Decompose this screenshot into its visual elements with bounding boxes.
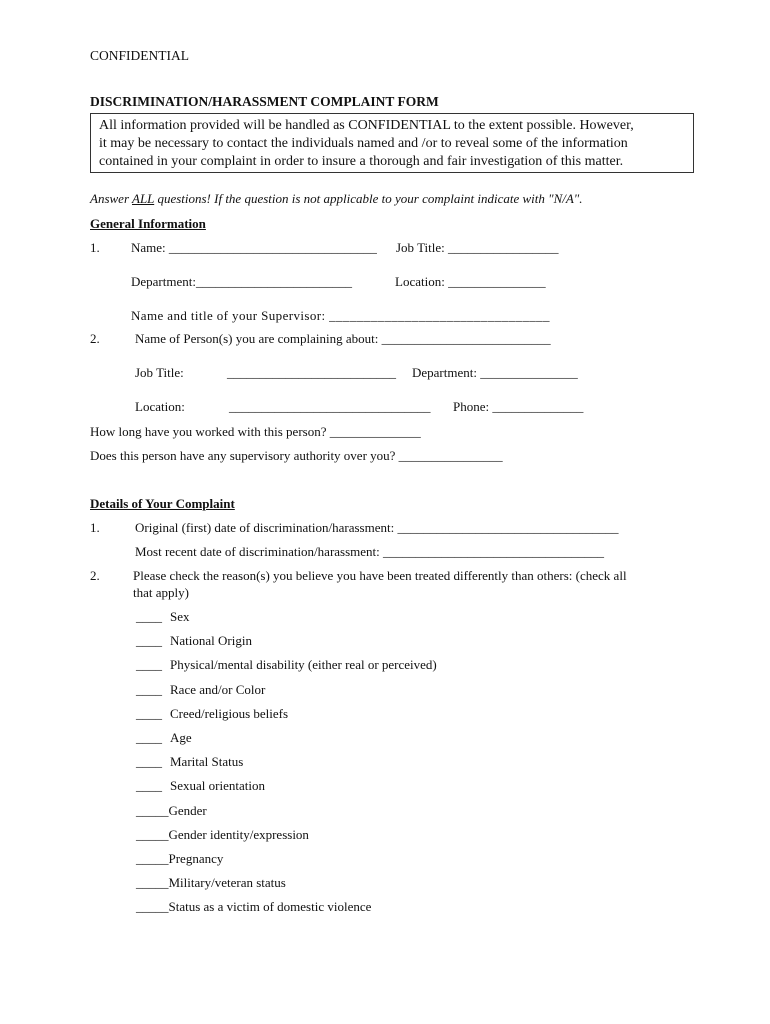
reason-label: Military/veteran status — [168, 875, 286, 890]
notice-line: All information provided will be handled as CONFIDENTIAL to the extent possible. However, — [99, 118, 634, 133]
reason-label: Creed/religious beliefs — [170, 706, 289, 721]
reason-checkbox-blank[interactable]: ____ — [136, 730, 162, 745]
reason-checkbox-blank[interactable]: ____ — [136, 706, 162, 721]
reason-checkbox-blank[interactable]: ____ — [136, 682, 162, 697]
reason-option[interactable] — [136, 730, 192, 746]
reason-checkbox-blank[interactable]: ____ — [136, 778, 162, 793]
reason-label: Age — [170, 730, 192, 745]
reason-checkbox-blank[interactable]: ____ — [136, 633, 162, 648]
reason-checkbox-blank[interactable]: ____ — [136, 609, 162, 624]
person-location-field[interactable]: _______________________________ — [229, 399, 431, 414]
first-date-field[interactable]: Original (first) date of discrimination/harassment: __________________________________ — [135, 520, 619, 535]
reason-option[interactable] — [136, 682, 265, 698]
question-number: 1. — [90, 520, 100, 535]
location-field[interactable]: Location: _______________ — [395, 274, 546, 289]
instruction-prefix: Answer — [90, 191, 133, 206]
reason-option[interactable] — [136, 657, 437, 673]
recent-date-field[interactable]: Most recent date of discrimination/harassment: __________________________________ — [135, 544, 605, 559]
notice-line: it may be necessary to contact the individuals named and /or to reveal some of the information — [99, 136, 628, 151]
department-field[interactable]: Department:________________________ — [131, 274, 352, 289]
reason-label: Gender identity/expression — [168, 827, 309, 842]
reason-label: Physical/mental disability (either real or perceived) — [170, 657, 437, 672]
reason-checkbox-blank[interactable]: _____ — [136, 851, 169, 866]
reason-option[interactable] — [136, 827, 309, 843]
reason-label: Sexual orientation — [170, 778, 265, 793]
reason-option[interactable] — [136, 803, 207, 819]
confidential-header: CONFIDENTIAL — [90, 48, 189, 63]
person-location-label: Location: — [135, 399, 185, 414]
instruction-text — [90, 191, 583, 207]
complained-person-field[interactable]: Name of Person(s) you are complaining about: __________________________ — [135, 331, 551, 346]
reason-option[interactable] — [136, 609, 190, 625]
complaint-details-heading: Details of Your Complaint — [90, 496, 235, 511]
reason-checkbox-blank[interactable]: _____ — [136, 803, 169, 818]
instruction-suffix: questions! If the question is not applicable to your complaint indicate with "N/A". — [154, 191, 583, 206]
question-number: 2. — [90, 568, 100, 583]
reason-option[interactable] — [136, 778, 265, 794]
confidentiality-notice-box — [90, 113, 694, 173]
reason-label: Sex — [170, 609, 190, 624]
person-job-title-label: Job Title: — [135, 365, 184, 380]
name-field[interactable]: Name: ________________________________ — [131, 240, 377, 255]
reason-checkbox-blank[interactable]: _____ — [136, 899, 169, 914]
person-phone-field[interactable]: Phone: ______________ — [453, 399, 584, 414]
notice-line: contained in your complaint in order to insure a thorough and fair investigation of this matter. — [99, 154, 624, 169]
reason-option[interactable] — [136, 754, 243, 770]
reason-checkbox-blank[interactable]: _____ — [136, 875, 169, 890]
reasons-question-cont: that apply) — [133, 585, 189, 600]
job-title-field[interactable]: Job Title: _________________ — [396, 240, 559, 255]
general-information-heading: General Information — [90, 216, 206, 231]
reason-option[interactable] — [136, 851, 223, 867]
reason-label: Status as a victim of domestic violence — [168, 899, 372, 914]
person-department-field[interactable]: Department: _______________ — [412, 365, 578, 380]
form-title: DISCRIMINATION/HARASSMENT COMPLAINT FORM — [90, 94, 439, 109]
reason-checkbox-blank[interactable]: ____ — [136, 657, 162, 672]
question-number: 1. — [90, 240, 100, 255]
reason-label: Race and/or Color — [170, 682, 266, 697]
question-number: 2. — [90, 331, 100, 346]
person-job-title-field[interactable]: __________________________ — [227, 365, 396, 380]
reason-option[interactable] — [136, 706, 288, 722]
reason-checkbox-blank[interactable]: ____ — [136, 754, 162, 769]
worked-with-field[interactable]: How long have you worked with this person? ______________ — [90, 424, 421, 439]
reason-option[interactable] — [136, 875, 286, 891]
reason-checkbox-blank[interactable]: _____ — [136, 827, 169, 842]
reason-label: Pregnancy — [168, 851, 224, 866]
reason-option[interactable] — [136, 899, 371, 915]
reasons-question: Please check the reason(s) you believe you have been treated differently than others: (check all — [133, 568, 627, 583]
reason-label: Gender — [168, 803, 207, 818]
supervisory-authority-field[interactable]: Does this person have any supervisory authority over you? ________________ — [90, 448, 503, 463]
reason-option[interactable] — [136, 633, 252, 649]
instruction-emphasis: ALL — [132, 191, 155, 206]
reason-label: Marital Status — [170, 754, 244, 769]
reason-label: National Origin — [170, 633, 252, 648]
supervisor-field[interactable]: Name and title of your Supervisor: ________________________________ — [131, 308, 550, 323]
